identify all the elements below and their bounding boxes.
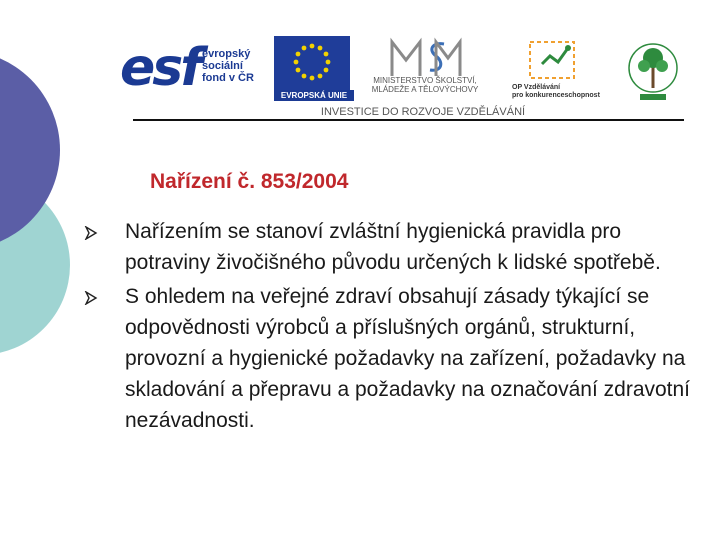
msmt-label-line: MLÁDEŽE A TĚLOVÝCHOVY <box>371 85 479 94</box>
list-item <box>84 281 694 436</box>
bullet-text: Nařízením se stanoví zvláštní hygienická pravidla pro potraviny živočišného původu určených k lidské spotřebě. <box>125 220 661 274</box>
esf-text-line: sociální <box>202 60 243 72</box>
opvk-label-line: pro konkurenceschopnost <box>512 92 600 99</box>
msmt-label <box>358 76 492 94</box>
opvk-logo-icon <box>518 36 588 84</box>
slide-title: Nařízení č. 853/2004 <box>150 170 349 193</box>
msmt-label-line: MINISTERSTVO ŠKOLSTVÍ, <box>373 76 477 85</box>
header-divider <box>133 119 684 121</box>
esf-logo-letters: esf <box>120 38 200 98</box>
bullet-list <box>84 216 694 439</box>
msmt-logo-icon <box>388 36 468 80</box>
arrow-bullet-icon <box>84 291 98 305</box>
school-emblem-icon <box>626 38 680 104</box>
esf-text-line: fond v ČR <box>202 72 254 84</box>
eu-flag-icon <box>274 36 350 92</box>
arrow-bullet-icon <box>84 226 98 240</box>
list-item <box>84 216 694 278</box>
esf-logo-text <box>202 48 254 84</box>
opvk-label <box>512 84 602 100</box>
esf-text-line: evropský <box>202 48 251 60</box>
opvk-label-line: OP Vzdělávání <box>512 84 561 91</box>
eu-label: EVROPSKÁ UNIE <box>274 90 354 101</box>
investice-label: INVESTICE DO ROZVOJE VZDĚLÁVÁNÍ <box>320 106 526 118</box>
bullet-text: S ohledem na veřejné zdraví obsahují zásady týkající se odpovědnosti výrobců a příslušných orgánů, strukturní, provozní a hygienické požadavky na zařízení, požadavky na skladování a přepravu a požadavky na označování zdravotní nezávadnosti. <box>125 285 691 432</box>
logo-band <box>118 32 684 122</box>
